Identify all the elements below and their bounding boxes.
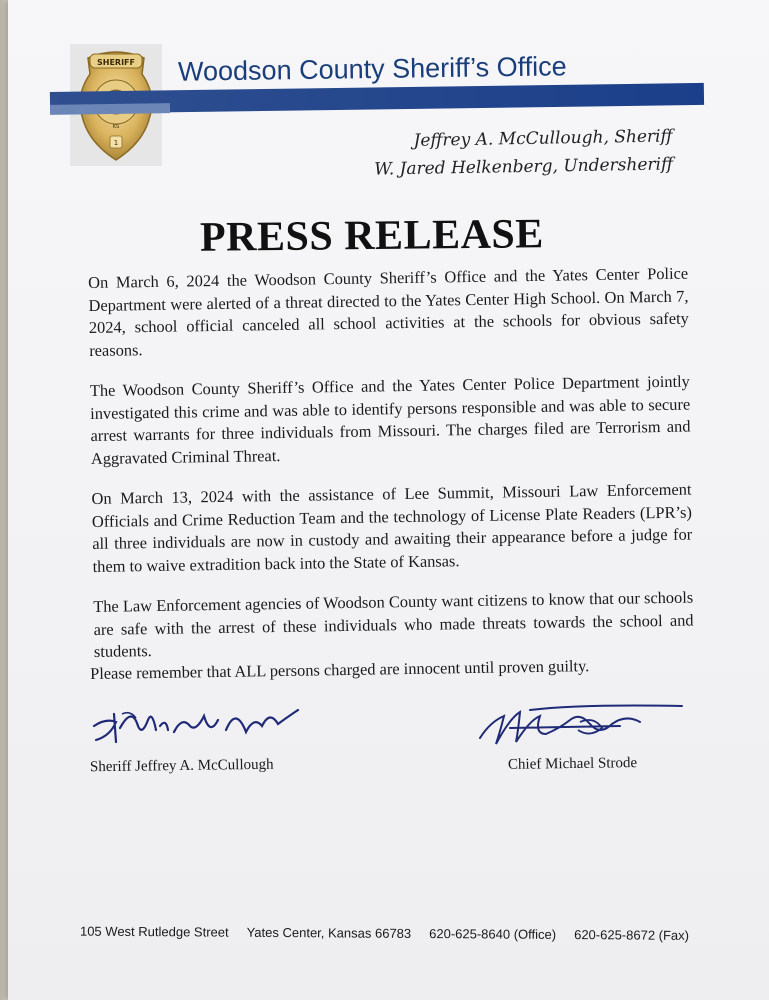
innocence-reminder: Please remember that ALL persons charged are innocent until proven guilty. [90,656,590,683]
footer-city: Yates Center, Kansas 66783 [246,924,412,941]
paragraph-safety: The Law Enforcement agencies of Woodson County want citizens to know that our schools are safe with the arrest of these individuals who made threats towards the school and students. [93,587,694,661]
header-rule-accent [50,103,170,115]
signature-name-chief: Chief Michael Strode [507,755,638,773]
signature-name-sheriff: Sheriff Jeffrey A. McCullough [89,756,274,776]
release-body [88,263,694,682]
badge-top-text: SHERIFF [97,58,135,67]
badge-number-text: 1 [113,139,119,147]
officials-block [374,122,674,183]
page-title: PRESS RELEASE [199,211,545,261]
signature-chief-icon [470,698,700,758]
org-title: Woodson County Sheriff’s Office [177,51,567,87]
paragraph-investigation: The Woodson County Sheriff’s Office and the Yates Center Police Department jointly investigated this crime and was able to identify persons responsible and was able to secure arrest warrants for three individuals from Missouri. The charges filed are Terrorism and Aggravated Criminal Threat. [89,371,691,468]
paragraph-threat: On March 6, 2024 the Woodson County Sheriff’s Office and the Yates Center Police Department were alerted of a threat directed to the Yates Center High School. On March 7, 2024, school official canceled all school activities at the schools for obvious safety reasons. [88,263,689,360]
official-sheriff: Jeffrey A. McCullough, Sheriff [413,126,673,151]
footer-office-phone: 620-625-8640 (Office) [429,926,557,942]
paragraph-arrest: On March 13, 2024 with the assistance of Lee Summit, Missouri Law Enforcement Officials and Crime Reduction Team and the technology of License Plate Readers (LPR’s) all three individuals are now in custody and awaiting their appearance before a judge for them to waive extradition back into the State of Kansas. [91,479,693,576]
badge-state-text: KS [112,124,120,130]
signature-sheriff-icon [86,696,316,756]
footer-fax: 620-625-8672 (Fax) [574,927,690,943]
footer-street: 105 West Rutledge Street [79,923,229,940]
official-undersheriff: W. Jared Helkenberg, Undersheriff [374,154,674,180]
